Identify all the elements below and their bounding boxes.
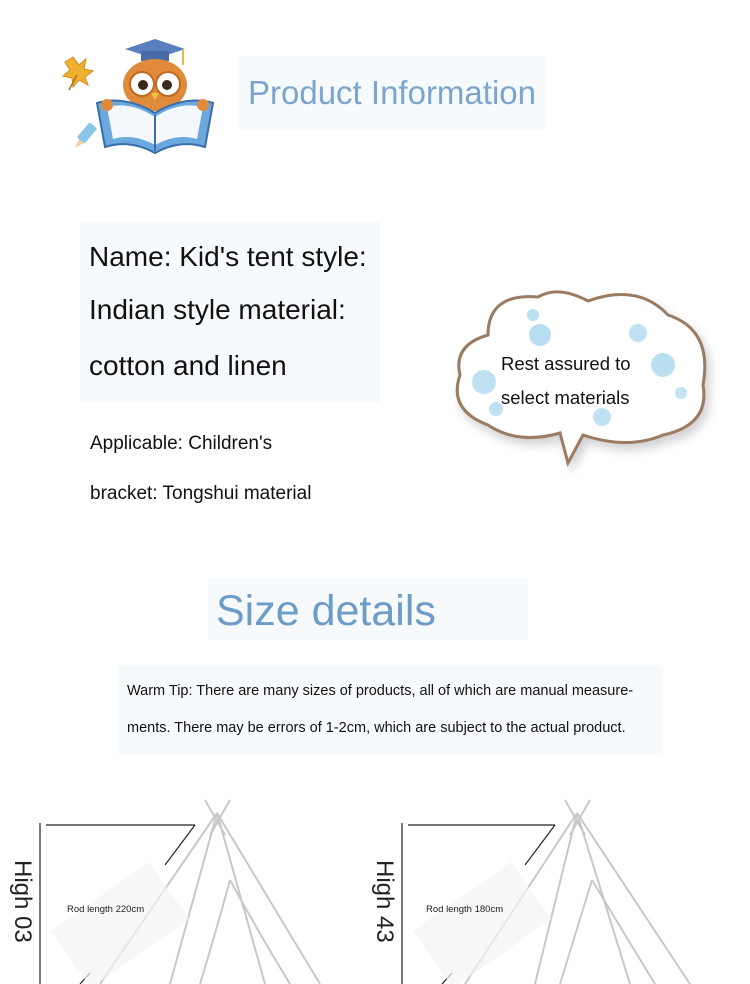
pencil-icon: [75, 122, 97, 148]
height-label-2: High 43: [371, 860, 398, 943]
tip-background: [118, 665, 663, 755]
info-bracket-line: bracket: Tongshui material: [90, 483, 312, 504]
tent-diagram-2: [360, 795, 750, 984]
info-name-line: Name: Kid's tent style:: [89, 241, 367, 272]
warm-tip-line-1: Warm Tip: There are many sizes of products, all of which are manual measure-: [127, 683, 634, 699]
info-material-line: cotton and linen: [89, 350, 287, 381]
warm-tip-line-2: ments. There may be errors of 1-2cm, which are subject to the actual product.: [127, 720, 626, 736]
size-title: Size details: [216, 587, 436, 635]
height-label-1: High 03: [9, 860, 36, 943]
bubble-text-line-1: Rest assured to: [501, 353, 631, 374]
info-applicable-line: Applicable: Children's: [90, 433, 273, 454]
info-style-line: Indian style material:: [89, 294, 346, 325]
bubble-text-line-2: select materials: [501, 387, 630, 408]
owl-reading-book-icon: [55, 35, 220, 160]
rod-length-label-1: Rod length 220cm: [67, 904, 145, 915]
maple-leaf-icon: [63, 57, 93, 90]
tent-diagram-1: [0, 795, 375, 984]
speech-bubble: [448, 285, 718, 485]
page-title: Product Information: [248, 74, 536, 111]
rod-length-label-2: Rod length 180cm: [426, 904, 504, 915]
